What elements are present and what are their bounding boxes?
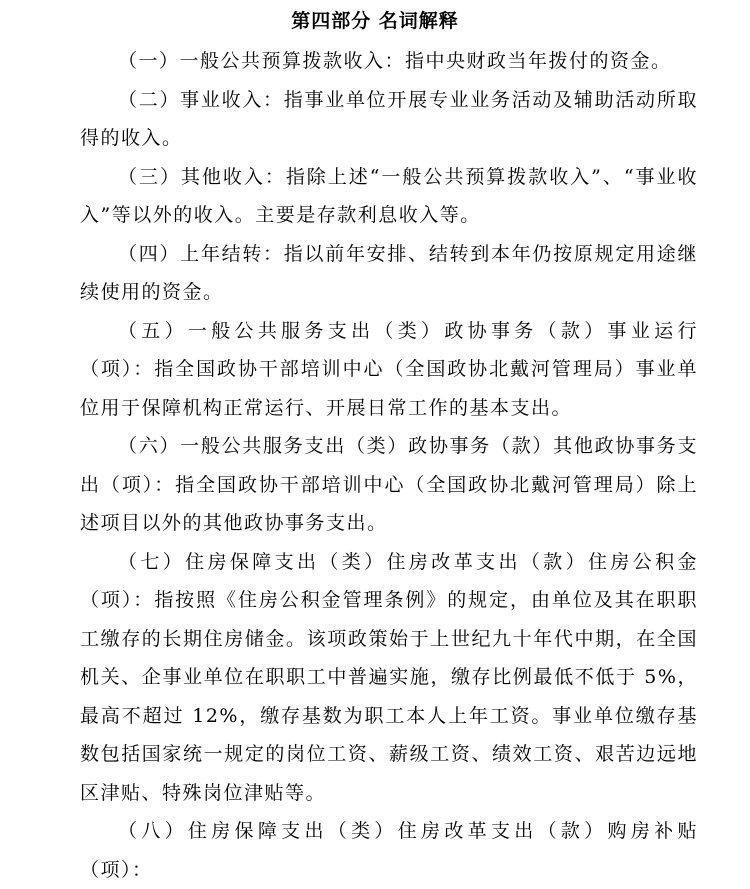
document-body [80,42,698,889]
section-title: 第四部分 名词解释 [291,10,459,32]
paragraph-other-income: （三）其他收入：指除上述“一般公共预算拨款收入”、“事业收入”等以外的收入。主要是存款利息收入等。 [80,165,698,226]
paragraph-housing-purchase-subsidy: （八）住房保障支出（类）住房改革支出（款）购房补贴（项）： [80,820,698,881]
paragraph-other-cppcc-expenditure: （六）一般公共服务支出（类）政协事务（款）其他政协事务支出（项）：指全国政协干部培训中心（全国政协北戴河管理局）除上述项目以外的其他政协事务支出。 [80,435,698,534]
paragraph-operations-expenditure: （五）一般公共服务支出（类）政协事务（款）事业运行（项）：指全国政协干部培训中心（全国政协北戴河管理局）事业单位用于保障机构正常运行、开展日常工作的基本支出。 [80,319,698,419]
paragraph-business-income: （二）事业收入：指事业单位开展专业业务活动及辅助活动所取得的收入。 [80,88,698,149]
paragraph-housing-provident-fund: （七）住房保障支出（类）住房改革支出（款）住房公积金（项）：指按照《住房公积金管理条例》的规定，由单位及其在职职工缴存的长期住房储金。该项政策始于上世纪九十年代中期，在全国机关、企事业单位在职职工中普遍实施，缴存比例最低不低于 5%，最高不超过 12%，缴存基数为职工本人上年工资。事业单位缴存基数包括国家统一规定的岗位工资、薪级工资、绩效工资、艰苦边远地区津贴、特殊岗位津贴等。 [80,550,698,804]
paragraph-prior-year-carryover: （四）上年结转：指以前年安排、结转到本年仍按原规定用途继续使用的资金。 [80,242,698,303]
paragraph-general-budget-income: （一）一般公共预算拨款收入：指中央财政当年拨付的资金。 [118,50,672,72]
